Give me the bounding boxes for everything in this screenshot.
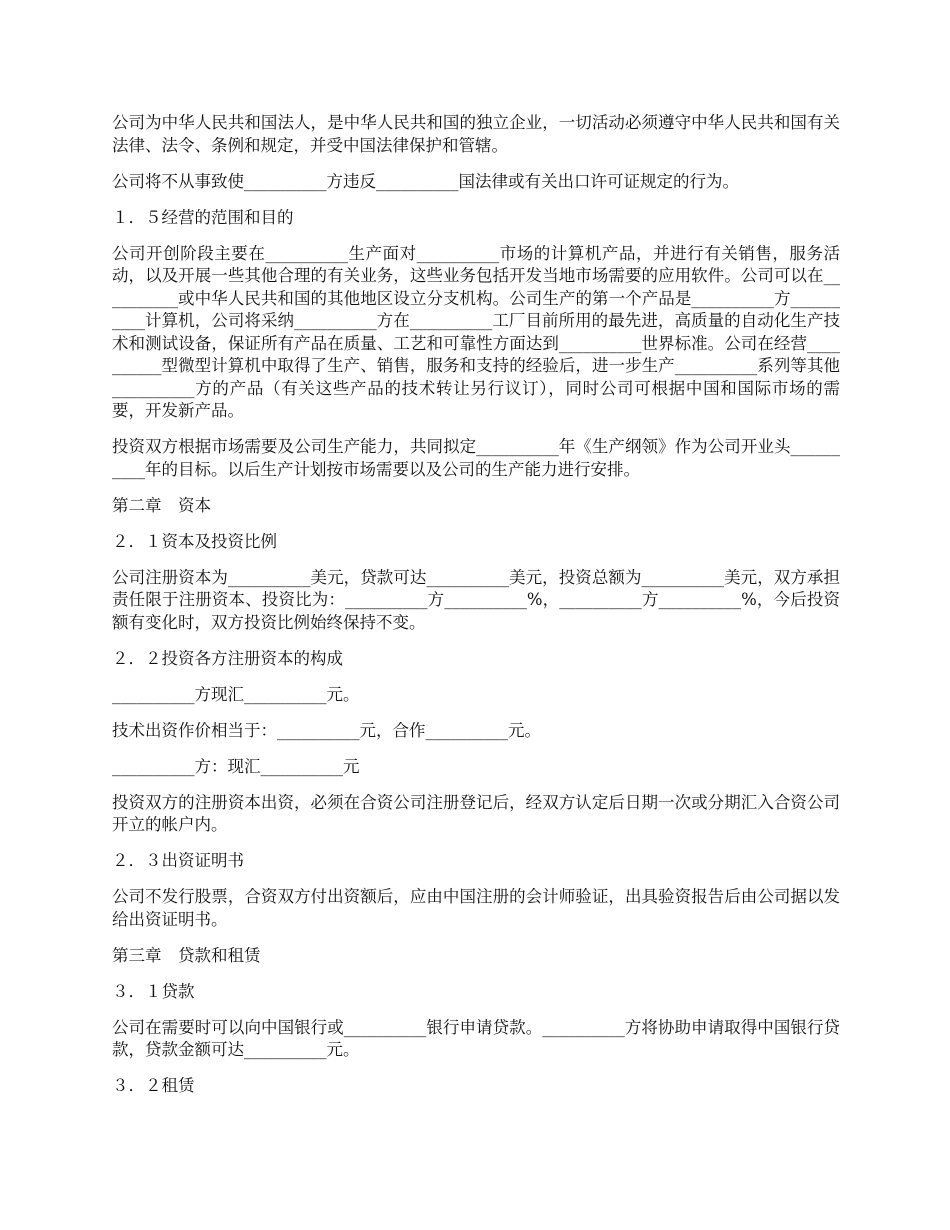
para-party-cash: __________方现汇__________元。: [112, 684, 360, 704]
section-3-1-heading: ３．１贷款: [112, 981, 195, 1001]
para-party-cash-2: __________方：现汇__________元: [112, 756, 360, 776]
para-business-scope: 公司开创阶段主要在__________生产面对__________市场的计算机产品，并进行有关销售，服务活动，以及开展一些其他合理的有关业务，这些业务包括开发当地市场需要的应用软件。公司可以在__________或中华人民共和国的其他地区设立分支机构。公司生产的第一个产品是__________方__________计算机，公司将采纳__________方在__________工厂目前所用的最先进，高质量的自动化生产技术和测试设备，保证所有产品在质量、工艺和可靠性方面达到__________世界标准。公司在经营__________型微型计算机中取得了生产、销售，服务和支持的经验后，进一步生产__________系列等其他__________方的产品（有关这些产品的技术转让另行议订），同时公司可根据中国和国际市场的需要，开发新产品。: [112, 243, 840, 420]
section-3-2-heading: ３．２租赁: [112, 1076, 195, 1095]
para-export-compliance: 公司将不从事致使__________方违反__________国法律或有关出口许可证规定的行为。: [112, 171, 739, 191]
section-2-2-heading: ２．２投资各方注册资本的构成: [112, 648, 343, 668]
section-2-3-heading: ２．３出资证明书: [112, 851, 244, 870]
section-1-5-heading: １．５经营的范围和目的: [112, 207, 294, 227]
document-body: [112, 112, 840, 1111]
para-registered-capital: 公司注册资本为__________美元，贷款可达__________美元，投资总额为__________美元，双方承担责任限于注册资本、投资比为：__________方__________%，__________方__________%，今后投资额有变化时，双方投资比例始终保持不变。: [112, 567, 840, 632]
chapter-2-heading: 第二章 资本: [112, 495, 211, 515]
para-loans: 公司在需要时可以向中国银行或__________银行申请贷款。__________方将协助申请取得中国银行贷款，贷款金额可达__________元。: [112, 1017, 840, 1059]
para-tech-contribution: 技术出资作价相当于：__________元，合作__________元。: [112, 720, 541, 740]
para-capital-certificate: 公司不发行股票，合资双方付出资额后，应由中国注册的会计师验证，出具验资报告后由公司据以发给出资证明书。: [112, 887, 840, 929]
para-legal-status: 公司为中华人民共和国法人，是中华人民共和国的独立企业，一切活动必须遵守中华人民共和国有关法律、法令、条例和规定，并受中国法律保护和管辖。: [112, 113, 840, 155]
chapter-3-heading: 第三章 贷款和租赁: [112, 945, 261, 965]
section-2-1-heading: ２．１资本及投资比例: [112, 531, 277, 551]
para-production-plan: 投资双方根据市场需要及公司生产能力，共同拟定__________年《生产纲领》作为公司开业头__________年的目标。以后生产计划按市场需要以及公司的生产能力进行安排。: [112, 437, 840, 479]
para-capital-payment: 投资双方的注册资本出资，必须在合资公司注册登记后，经双方认定后日期一次或分期汇入合资公司开立的帐户内。: [112, 792, 840, 834]
